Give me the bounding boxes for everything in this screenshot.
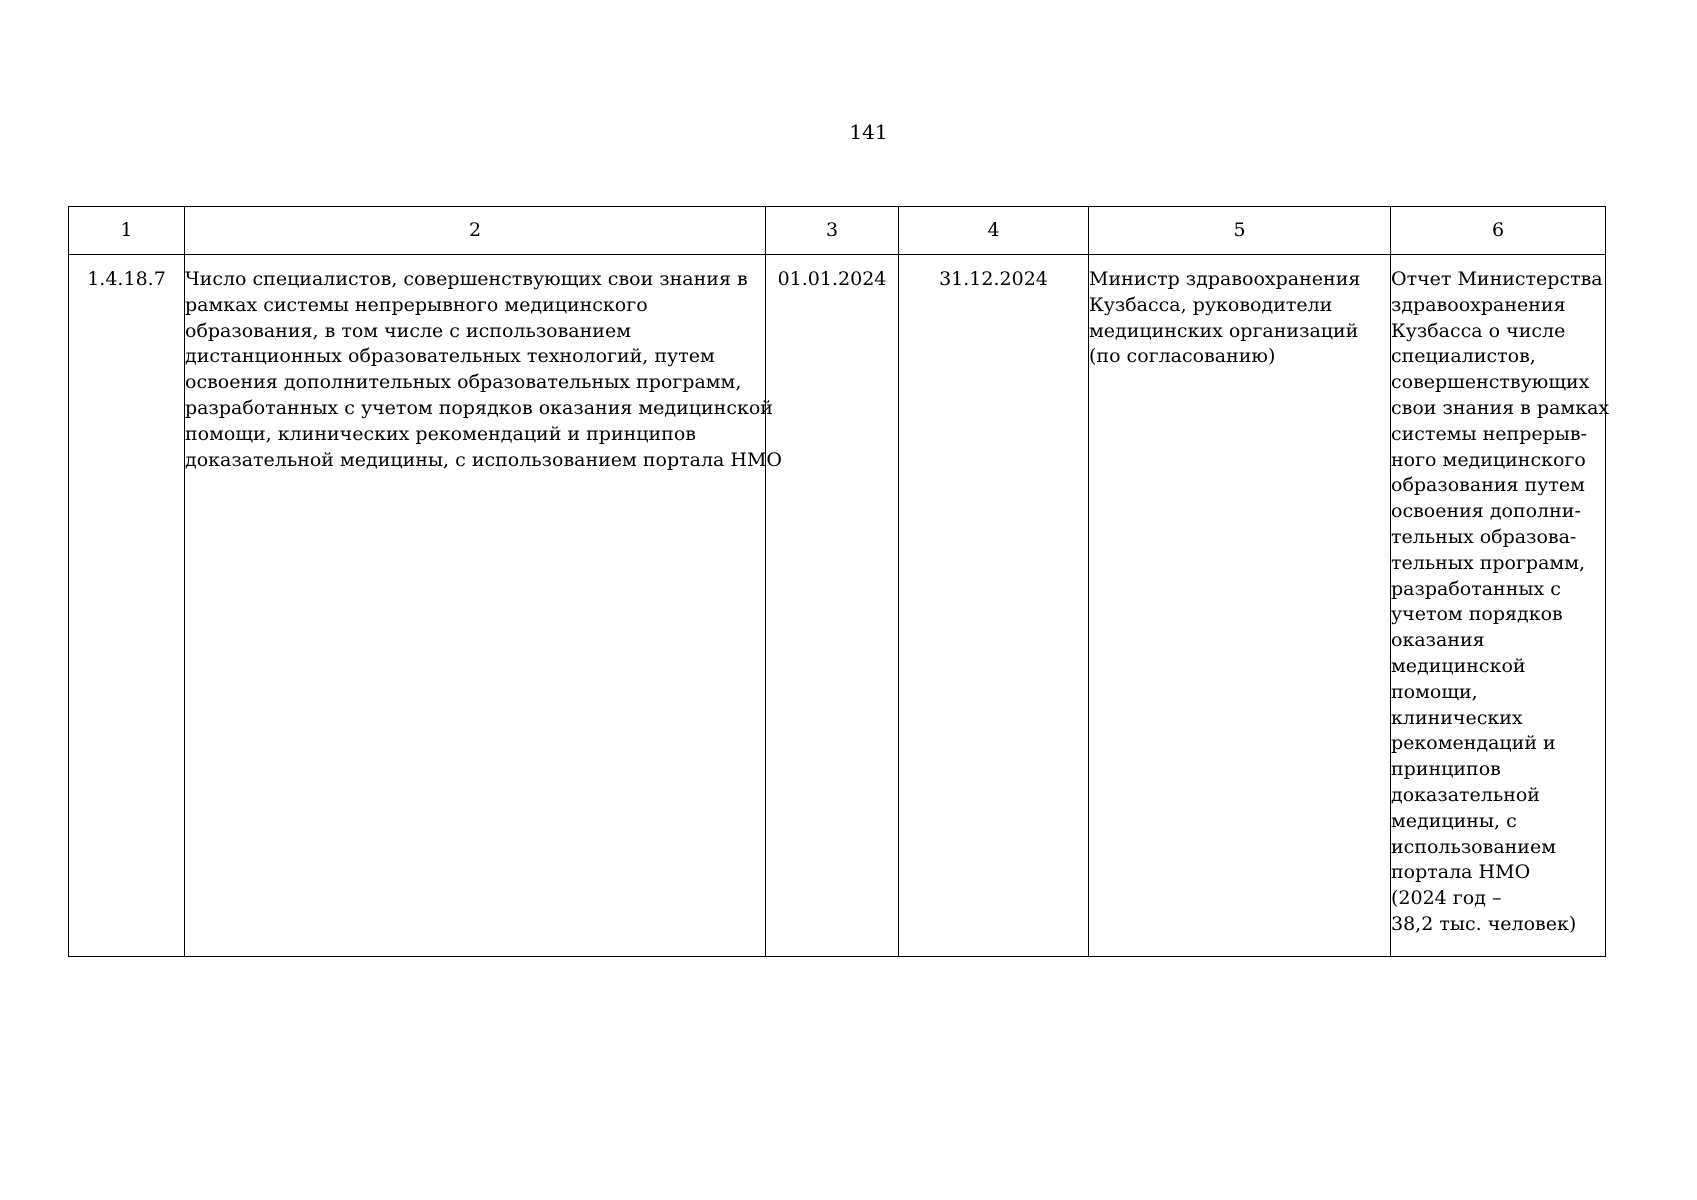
responsible-line: медицинских организаций bbox=[1089, 319, 1359, 342]
column-header-4: 4 bbox=[899, 207, 1089, 255]
responsible-line: Министр здравоохранения bbox=[1089, 268, 1361, 290]
description-line: доказательной медицины, с использованием портала НМО bbox=[185, 448, 782, 471]
result-line: (2024 год – bbox=[1391, 887, 1502, 910]
expected-result bbox=[1391, 255, 1610, 957]
header-row bbox=[69, 207, 1606, 255]
result-line: клинических bbox=[1391, 706, 1523, 729]
result-line: доказательной bbox=[1391, 783, 1540, 806]
result-line: рекомендаций и bbox=[1391, 732, 1556, 755]
responsible-line: (по согласованию) bbox=[1089, 345, 1276, 368]
result-line: тельных программ, bbox=[1391, 551, 1586, 574]
result-line: использованием bbox=[1391, 835, 1556, 858]
responsible-executors bbox=[1089, 255, 1391, 957]
result-line: медицинской bbox=[1391, 654, 1526, 677]
result-line: помощи, bbox=[1391, 680, 1478, 703]
result-line: тельных образова- bbox=[1391, 525, 1577, 548]
description-line: образования, в том числе с использованием bbox=[185, 319, 631, 342]
result-line: системы непрерыв- bbox=[1391, 422, 1588, 445]
description-line: разработанных с учетом порядков оказания медицинской bbox=[185, 396, 773, 419]
result-line: образования путем bbox=[1391, 474, 1585, 497]
description-line: Число специалистов, совершенствующих свои знания в bbox=[185, 268, 748, 290]
result-line: здравоохранения bbox=[1391, 293, 1566, 316]
column-header-2: 2 bbox=[185, 207, 766, 255]
description-line: освоения дополнительных образовательных программ, bbox=[185, 371, 742, 394]
plan-table bbox=[68, 206, 1610, 957]
result-line: оказания bbox=[1391, 629, 1485, 652]
description-line: помощи, клинических рекомендаций и принципов bbox=[185, 422, 696, 445]
description-line: дистанционных образовательных технологий, путем bbox=[185, 345, 715, 368]
result-line: медицины, с bbox=[1391, 809, 1517, 832]
column-header-6: 6 bbox=[1391, 207, 1606, 255]
table-row bbox=[69, 255, 1606, 957]
result-line: принципов bbox=[1391, 758, 1501, 781]
result-line: Отчет Министерства bbox=[1391, 268, 1603, 290]
description-line: рамках системы непрерывного медицинского bbox=[185, 293, 648, 316]
result-line: специалистов, bbox=[1391, 345, 1536, 368]
page-number: 141 bbox=[849, 120, 888, 144]
result-line: учетом порядков bbox=[1391, 603, 1563, 626]
end-date: 31.12.2024 bbox=[899, 255, 1089, 957]
result-line: свои знания в рамках bbox=[1391, 396, 1610, 419]
column-header-1: 1 bbox=[69, 207, 185, 255]
item-description bbox=[185, 255, 782, 957]
result-line: ного медицинского bbox=[1391, 448, 1586, 471]
column-header-5: 5 bbox=[1089, 207, 1391, 255]
result-line: портала НМО bbox=[1391, 861, 1531, 884]
result-line: освоения дополни- bbox=[1391, 500, 1581, 523]
responsible-line: Кузбасса, руководители bbox=[1089, 293, 1333, 316]
result-line: 38,2 тыс. человек) bbox=[1391, 912, 1577, 935]
result-line: совершенствующих bbox=[1391, 371, 1590, 394]
result-line: Кузбасса о числе bbox=[1391, 319, 1566, 342]
item-number: 1.4.18.7 bbox=[69, 255, 185, 957]
result-line: разработанных с bbox=[1391, 577, 1561, 600]
start-date: 01.01.2024 bbox=[766, 255, 899, 957]
column-header-3: 3 bbox=[766, 207, 899, 255]
